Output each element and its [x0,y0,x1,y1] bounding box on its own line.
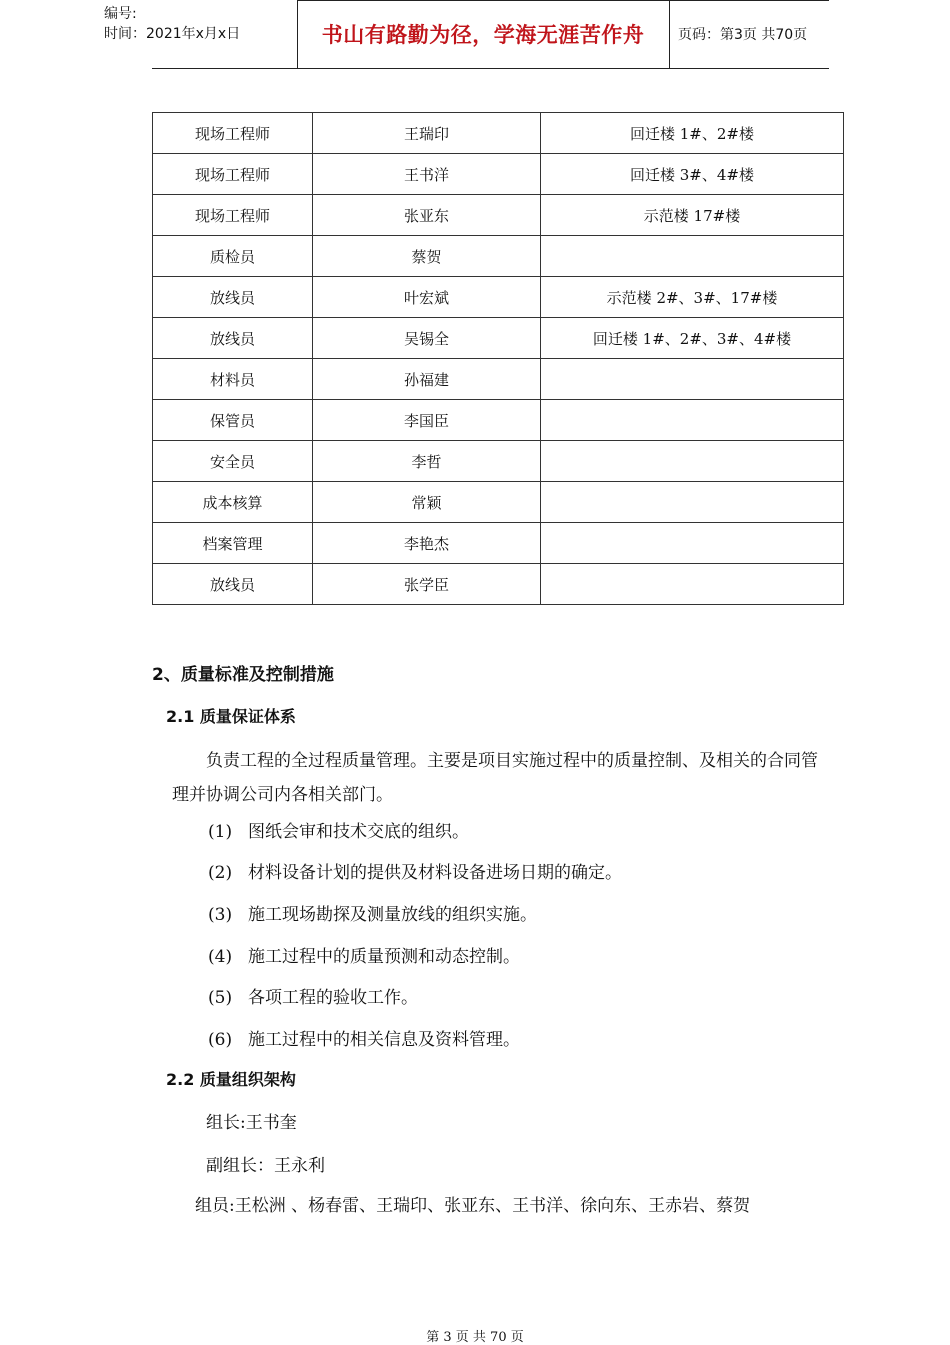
role-cell: 档案管理 [153,523,313,564]
scope-cell: 回迁楼 3#、4#楼 [541,154,844,195]
scope-cell: 示范楼 17#楼 [541,195,844,236]
name-cell: 叶宏斌 [313,277,541,318]
scope-cell [541,523,844,564]
role-cell: 质检员 [153,236,313,277]
role-cell: 成本核算 [153,482,313,523]
list-item [208,1025,520,1050]
scope-cell [541,359,844,400]
group-members: 组员:王松洲 、杨春雷、王瑞印、张亚东、王书洋、徐向东、王赤岩、蔡贺 [195,1196,751,1216]
subsection-title-org-structure: 2.2 质量组织架构 [166,1070,296,1089]
list-item [208,858,622,883]
scope-cell [541,564,844,605]
scope-cell: 回迁楼 1#、2#、3#、4#楼 [541,318,844,359]
list-item-text: 施工现场勘探及测量放线的组织实施。 [248,905,537,925]
role-cell: 保管员 [153,400,313,441]
name-cell: 李艳杰 [313,523,541,564]
role-cell: 放线员 [153,277,313,318]
list-item-number: (2) [208,863,233,883]
name-cell: 孙福建 [313,359,541,400]
code-label: 编号: [104,6,137,22]
table-row [153,277,844,318]
list-item [208,817,469,842]
scope-cell [541,236,844,277]
scope-cell [541,441,844,482]
time-label: 时间：2021年x月x日 [104,26,241,42]
name-cell: 王瑞印 [313,113,541,154]
staff-table-body [153,113,844,605]
name-cell: 王书洋 [313,154,541,195]
header-page-number: 页码：第3页 共70页 [678,27,808,43]
list-item-text: 材料设备计划的提供及材料设备进场日期的确定。 [248,863,622,883]
scope-cell [541,400,844,441]
list-item-text: 各项工程的验收工作。 [248,988,418,1008]
list-item-number: (1) [208,822,233,842]
table-row [153,564,844,605]
table-row [153,195,844,236]
page-header [0,0,950,70]
table-row [153,441,844,482]
list-item [208,942,520,967]
subsection-title-quality-system: 2.1 质量保证体系 [166,707,296,726]
list-item-text: 图纸会审和技术交底的组织。 [248,822,469,842]
quality-system-paragraph: 负责工程的全过程质量管理。主要是项目实施过程中的质量控制、及相关的合同管理并协调公司内各相关部门。 [172,751,818,805]
role-cell: 放线员 [153,318,313,359]
table-row [153,236,844,277]
table-row [153,359,844,400]
role-cell: 现场工程师 [153,154,313,195]
table-row [153,482,844,523]
header-meta [104,4,240,44]
header-divider-right [669,0,670,68]
table-row [153,318,844,359]
list-item-number: (3) [208,905,233,925]
header-motto: 书山有路勤为径，学海无涯苦作舟 [321,23,645,47]
scope-cell: 示范楼 2#、3#、17#楼 [541,277,844,318]
role-cell: 放线员 [153,564,313,605]
table-row [153,113,844,154]
list-item-text: 施工过程中的相关信息及资料管理。 [248,1030,520,1050]
table-row [153,400,844,441]
list-item-number: (4) [208,947,233,967]
role-cell: 安全员 [153,441,313,482]
section-title: 2、质量标准及控制措施 [152,665,334,685]
page-footer: 第 3 页 共 70 页 [426,1330,524,1345]
name-cell: 蔡贺 [313,236,541,277]
name-cell: 张亚东 [313,195,541,236]
name-cell: 吴锡全 [313,318,541,359]
list-item [208,900,537,925]
group-leader: 组长:王书奎 [206,1113,297,1133]
list-item [208,983,418,1008]
role-cell: 材料员 [153,359,313,400]
name-cell: 常颖 [313,482,541,523]
list-item-number: (6) [208,1030,233,1050]
scope-cell [541,482,844,523]
table-row [153,154,844,195]
list-item-text: 施工过程中的质量预测和动态控制。 [248,947,520,967]
name-cell: 李国臣 [313,400,541,441]
deputy-leader: 副组长：王永利 [206,1156,325,1176]
table-row [153,523,844,564]
role-cell: 现场工程师 [153,113,313,154]
name-cell: 张学臣 [313,564,541,605]
header-bottom-rule [152,68,829,69]
scope-cell: 回迁楼 1#、2#楼 [541,113,844,154]
role-cell: 现场工程师 [153,195,313,236]
name-cell: 李哲 [313,441,541,482]
staff-table [152,112,844,605]
list-item-number: (5) [208,988,233,1008]
